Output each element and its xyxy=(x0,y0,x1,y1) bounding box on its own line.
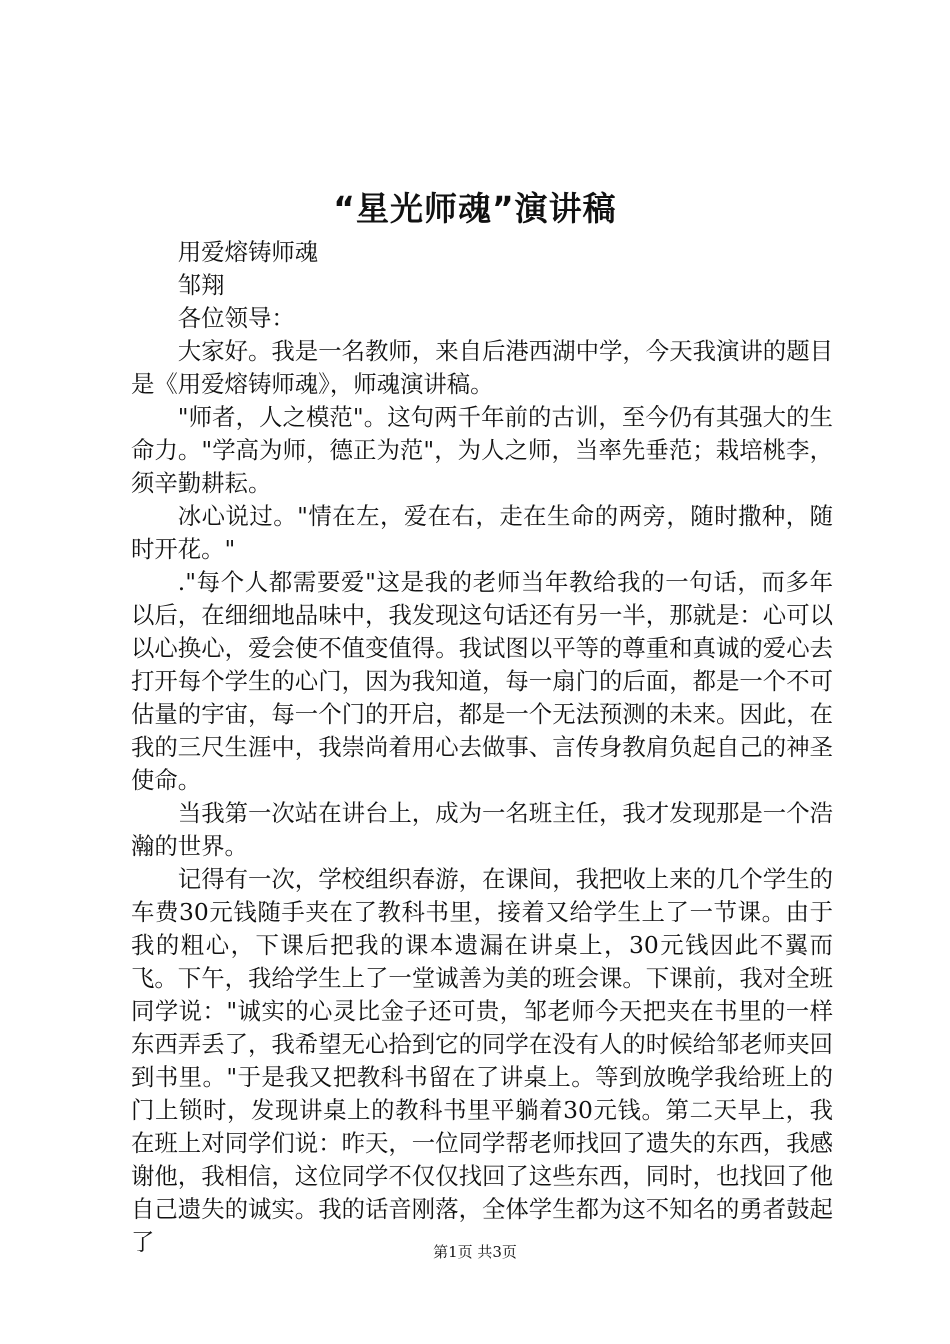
document-title: “星光师魂”演讲稿 xyxy=(333,189,617,228)
body-paragraph: 当我第一次站在讲台上，成为一名班主任，我才发现那是一个浩瀚的世界。 xyxy=(131,799,833,860)
body-paragraph: ."每个人都需要爱"这是我的老师当年教给我的一句话，而多年以后，在细细地品味中，我发现这句话还有另一半，那就是：心可以以心换心，爱会使不值变值得。我试图以平等的尊重和真诚的爱心去打开每个学生的心门，因为我知道，每一扇门的后面，都是一个不可估量的宇宙，每一个门的开启，都是一个无法预测的未来。因此，在我的三尺生涯中，我崇尚着用心去做事、言传身教肩负起自己的神圣使命。 xyxy=(131,568,833,794)
document-body xyxy=(131,236,833,1259)
body-paragraph: 冰心说过。"情在左，爱在右，走在生命的两旁，随时撒种，随时开花。" xyxy=(131,502,833,563)
author-paragraph: 邹翔 xyxy=(177,271,225,299)
body-paragraph: 记得有一次，学校组织春游，在课间，我把收上来的几个学生的车费30元钱随手夹在了教科书里，接着又给学生上了一节课。由于我的粗心，下课后把我的课本遗漏在讲桌上，30元钱因此不翼而飞。下午，我给学生上了一堂诚善为美的班会课。下课前，我对全班同学说："诚实的心灵比金子还可贵，邹老师今天把夹在书里的一样东西弄丢了，我希望无心拾到它的同学在没有人的时候给邹老师夹回到书里。"于是我又把教科书留在了讲桌上。等到放晚学我给班上的门上锁时，发现讲桌上的教科书里平躺着30元钱。第二天早上，我在班上对同学们说：昨天，一位同学帮老师找回了遗失的东西，我感谢他，我相信，这位同学不仅仅找回了这些东西，同时，也找回了他自己遗失的诚实。我的话音刚落，全体学生都为这不知名的勇者鼓起了 xyxy=(131,865,833,1256)
subtitle-paragraph: 用爱熔铸师魂 xyxy=(177,238,319,266)
page-footer: 第1页 共3页 xyxy=(433,1243,517,1261)
salutation-paragraph: 各位领导： xyxy=(177,304,295,332)
body-paragraph: 大家好。我是一名教师，来自后港西湖中学，今天我演讲的题目是《用爱熔铸师魂》，师魂演讲稿。 xyxy=(131,337,833,398)
body-paragraph: "师者，人之模范"。这句两千年前的古训，至今仍有其强大的生命力。"学高为师，德正为范"，为人之师，当率先垂范；栽培桃李，须辛勤耕耘。 xyxy=(131,403,833,497)
